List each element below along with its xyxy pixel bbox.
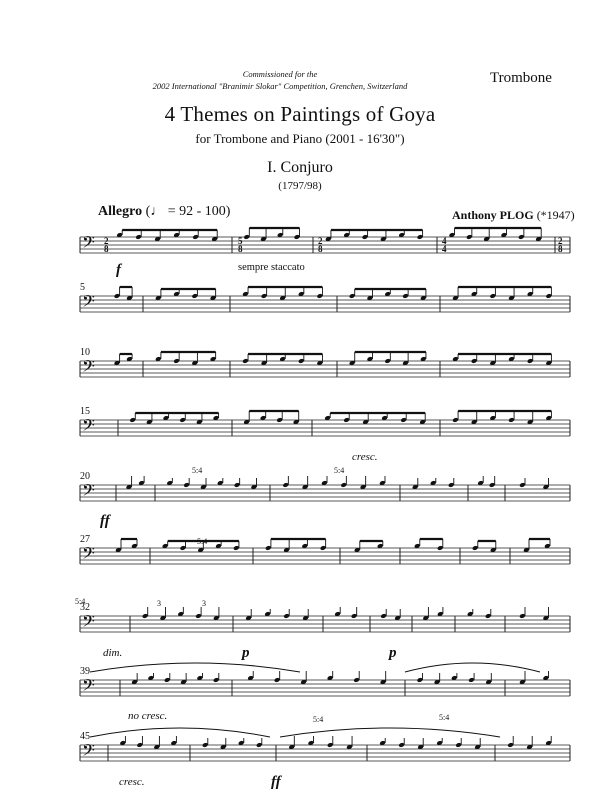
phrase-slur xyxy=(90,728,270,737)
composer-year: (*1947) xyxy=(536,208,575,222)
dynamic-p-a: p xyxy=(242,645,250,661)
expression-cresc-45: cresc. xyxy=(119,776,145,788)
composer-name: Anthony PLOG xyxy=(452,208,534,222)
tempo-text: Allegro xyxy=(98,204,143,219)
time-signature-top: 2 xyxy=(318,236,323,246)
phrase-slur xyxy=(90,663,300,672)
bass-clef-icon: 𝄢 xyxy=(82,480,95,504)
commission-line-2: 2002 International "Branimir Slokar" Competition, Grenchen, Switzerland xyxy=(152,81,408,91)
piece-title: 4 Themes on Paintings of Goya xyxy=(164,102,436,126)
expression-cresc-15: cresc. xyxy=(352,451,378,463)
measure-number-20: 20 xyxy=(80,471,90,482)
bass-clef-icon: 𝄢 xyxy=(82,291,95,315)
bass-clef-icon: 𝄢 xyxy=(82,611,95,635)
measure-number-45: 45 xyxy=(80,731,90,742)
time-signature-top: 5 xyxy=(238,236,243,246)
bass-clef-icon: 𝄢 xyxy=(82,356,95,380)
bass-clef-icon: 𝄢 xyxy=(82,543,95,567)
bass-clef-icon: 𝄢 xyxy=(82,415,95,439)
tuplet-5-4-c: 5:4 xyxy=(197,537,208,546)
movement-title: I. Conjuro xyxy=(267,159,333,176)
bass-clef-icon: 𝄢 xyxy=(82,675,95,699)
tuplet-5-4-f: 5:4 xyxy=(439,713,450,722)
expression-no-cresc: no cresc. xyxy=(128,710,168,722)
metronome-mark: (♩ = 92 - 100) xyxy=(145,204,231,219)
measure-number-27: 27 xyxy=(80,534,90,545)
time-signature-bottom: 8 xyxy=(238,244,243,254)
time-signature-top: 2 xyxy=(558,236,563,246)
measure-number-39: 39 xyxy=(80,666,90,677)
phrase-slur xyxy=(405,663,540,672)
part-name: Trombone xyxy=(490,70,552,86)
dynamic-ff-45: ff xyxy=(271,774,281,790)
time-signature-bottom: 8 xyxy=(558,244,563,254)
time-signature-bottom: 8 xyxy=(318,244,323,254)
tuplet-5-4-d: 5:4 xyxy=(75,597,86,606)
dynamic-ff-20: ff xyxy=(100,513,110,529)
measure-number-32: 32 xyxy=(80,602,90,613)
bass-clef-icon: 𝄢 xyxy=(82,740,95,764)
tuplet-5-4-a: 5:4 xyxy=(192,466,203,475)
measure-number-10: 10 xyxy=(80,347,90,358)
tuplet-5-4-e: 5:4 xyxy=(313,715,324,724)
time-signature-bottom: 8 xyxy=(104,244,109,254)
dynamic-f: f xyxy=(116,262,121,278)
dynamic-p-b: p xyxy=(389,645,397,661)
movement-date: (1797/98) xyxy=(278,180,322,192)
piece-subtitle: for Trombone and Piano (2001 - 16'30") xyxy=(195,131,405,146)
commission-line-1: Commissioned for the xyxy=(242,69,318,79)
phrase-slur xyxy=(280,728,500,737)
time-signature-top: 4 xyxy=(442,236,447,246)
measure-number-15: 15 xyxy=(80,406,90,417)
tuplet-3-b: 3 xyxy=(202,599,206,608)
expression-sempre-staccato: sempre staccato xyxy=(238,262,305,273)
measure-number-5: 5 xyxy=(80,282,85,293)
expression-dim: dim. xyxy=(103,647,123,659)
tuplet-3-a: 3 xyxy=(157,599,161,608)
time-signature-top: 2 xyxy=(104,236,109,246)
bass-clef-icon: 𝄢 xyxy=(82,232,95,256)
time-signature-bottom: 4 xyxy=(442,244,447,254)
tuplet-5-4-b: 5:4 xyxy=(334,466,345,475)
